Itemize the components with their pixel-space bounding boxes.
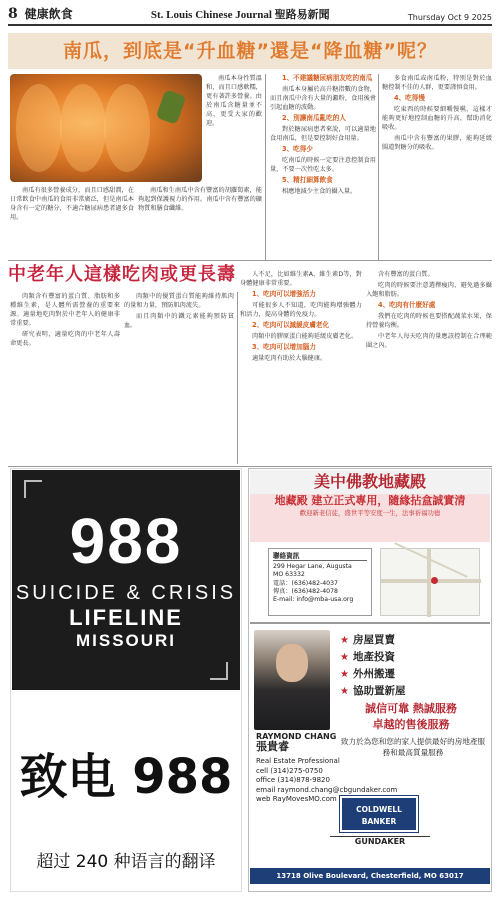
- service-item: ★ 房屋買賣: [340, 632, 486, 649]
- temple-map: [380, 548, 480, 616]
- pumpkin-photo: [10, 74, 202, 182]
- ad-988-banner: [12, 470, 240, 690]
- star-icon: ★: [340, 652, 349, 663]
- article2-col4: 含有豐富的蛋白質。 吃肉的時候要注意選擇瘦肉，避免過多攝入飽和脂肪。 4、吃肉有什麼好處 我們在吃肉的時候也要搭配蔬菜水果，保持營養均衡。 中老年人每天吃肉的量應該控制在合理範圍之內。: [366, 271, 492, 349]
- ad-988-line1: SUICIDE & CRISIS: [15, 582, 237, 604]
- ad-988-number: 988: [69, 505, 183, 577]
- agent-name-en: RAYMOND CHANG: [256, 732, 337, 741]
- issue-date: Thursday Oct 9 2025: [407, 13, 492, 22]
- article1-col5: 多食南瓜或南瓜粉，特別是對於血糖控制不佳的人群，更要謹慎食用。 4、吃得慢 吃東西的時候要細嚼慢嚥，這樣才能夠更好地控制血糖的升高，幫助消化吸收。 南瓜中含有豐富的果膠，能夠延緩腸道對糖分的吸收。: [382, 75, 492, 151]
- star-icon: ★: [340, 669, 349, 680]
- agent-photo: [254, 630, 330, 730]
- agent-cell: cell (314)275-0750: [256, 766, 323, 775]
- ad-988-cn: [12, 690, 240, 890]
- subhead: 2、吃肉可以減緩皮膚老化: [252, 321, 330, 329]
- temple-contact-card: [268, 548, 372, 616]
- office-address: 13718 Olive Boulevard, Chesterfield, MO 63017: [250, 868, 490, 884]
- article2-col3: 人不足，比如維生素A、維生素D等，對身體健康非常重要。 1、吃肉可以增強活力 可能很多人不知道，吃肉能夠增強體力和活力，提高身體的免疫力。 2、吃肉可以減緩皮膚老化 肉類中的膠原蛋白能夠延緩皮膚老化。 3、吃肉可以增加腦力 適量吃肉有助於大腦健康。: [240, 271, 362, 362]
- temple-subtitle: 地藏殿 建立正式專用，隨緣拈盒誠實清: [274, 494, 466, 507]
- subhead: 4、吃肉有什麼好處: [378, 301, 436, 309]
- ad-988-line2: LIFELINE: [69, 605, 183, 630]
- service-item: ★ 外州搬遷: [340, 666, 486, 683]
- agent-email: email raymond.chang@cbgundaker.com: [256, 785, 398, 794]
- page-number: 8: [8, 6, 18, 22]
- card-line: 299 Hegar Lane, Augusta: [273, 563, 352, 571]
- temple-line: 歡迎新老信徒，盛世平等安度一生，法事祈福功德: [299, 509, 441, 517]
- map-pin-icon: [431, 577, 438, 584]
- ad-988-line3: MISSOURI: [75, 631, 177, 650]
- service-item: ★ 地產投資: [340, 649, 486, 666]
- subhead: 2、別讓南瓜亂吃的人: [282, 114, 346, 122]
- agent-web: web RayMovesMO.com: [256, 795, 337, 804]
- subhead: 3、吃得少: [282, 145, 313, 153]
- gundaker-brand: GUNDAKER: [330, 836, 430, 846]
- ad-988-cn-title: 致电 988: [19, 749, 233, 805]
- star-icon: ★: [340, 686, 349, 697]
- article2-title: 中老年人這樣吃肉或更長壽: [8, 264, 236, 285]
- slogan-red2: 卓越的售後服務: [372, 718, 450, 731]
- slogan-red1: 誠信可靠 熱誠服務: [365, 702, 457, 715]
- ad-988-cn-sub: 超过 240 种语言的翻译: [36, 852, 216, 872]
- subhead: 4、吃得慢: [394, 94, 425, 102]
- temple-banner: [250, 494, 490, 542]
- temple-title: 美中佛教地藏殿: [250, 470, 490, 494]
- article2-col1: 肉類含有豐富的蛋白質、脂肪和多種維生素，是人體所需營養的重要來源。適量地吃肉對於中老年人的健康非常重要。 研究表明，適量吃肉的中老年人壽命更長。: [10, 293, 120, 347]
- article1-col1: 南瓜本身性質溫和，而且口感軟糯，更有著許多營養。由於南瓜含糖量並不高，更受大家的歡迎。: [206, 75, 262, 127]
- paper-name: St. Louis Chinese Journal 聖路易新聞: [150, 9, 330, 21]
- service-item: ★ 協助置新屋: [340, 683, 486, 700]
- star-icon: ★: [340, 635, 349, 646]
- subhead: 1、不建議糖尿病朋友吃的南瓜: [282, 74, 373, 82]
- agent-name-zh: 張貴睿: [256, 740, 289, 753]
- header-left: [8, 5, 73, 22]
- card-line: MO 63332: [273, 571, 305, 579]
- realty-slogan: 致力於為您和您的家人提供最好的房地產服務和最高質量服務: [340, 737, 486, 757]
- agent-title: Real Estate Professional: [256, 757, 340, 765]
- services-list: [340, 632, 486, 700]
- card-line: 電話：(636)482-4037: [273, 579, 338, 587]
- article2-col2: 肉類中的優質蛋白質能夠維持肌肉的量和力量，預防肌肉流失。 而且肉類中的鐵元素能夠預防貧血。: [124, 293, 234, 329]
- page-header: [8, 4, 492, 26]
- subhead: 3、吃肉可以增加腦力: [252, 343, 316, 351]
- card-title: 聯絡資訊: [273, 552, 367, 561]
- article1-title: 南瓜，到底是“升血糖”還是“降血糖”呢？: [8, 33, 492, 69]
- article1-col4: 1、不建議糖尿病朋友吃的南瓜 南瓜本身屬於高升糖指數的食物，而且南瓜中含有大量的澱粉，食用後會引起血糖的波動。 2、別讓南瓜亂吃的人 對於糖尿病患者來說，可以適量地食用南瓜，但是要控制好食用量。 3、吃得少 吃南瓜的時候一定要注意控制食用量，不要一次性吃太多。 5、精打細算飲食 相應地減少主食的攝入量。: [270, 74, 376, 195]
- article1-col3: 南瓜和生南瓜中含有豐富的胡蘿蔔素，能夠起到保護視力的作用。南瓜中含有豐富的礦物質和膳食纖維。: [138, 187, 262, 212]
- subhead: 1、吃肉可以增強活力: [252, 290, 316, 298]
- subhead: 5、精打細算飲食: [282, 176, 333, 184]
- card-line: 傳真：(636)482-4078: [273, 587, 338, 595]
- coldwell-banker-logo: COLDWELL BANKER: [340, 796, 418, 832]
- article1-col2: 南瓜有很多營養成分，而且口感甜潤，在日常飲食中南瓜的食用非常廣泛，但是南瓜本身含有一定的糖分，不適合糖尿病患者過多食用。: [10, 187, 134, 221]
- agent-office: office (314)878-9820: [256, 776, 330, 785]
- agent-name: [256, 732, 336, 752]
- card-line: E-mail: info@mba-usa.org: [273, 596, 354, 604]
- section-title: 健康飲食: [24, 7, 73, 21]
